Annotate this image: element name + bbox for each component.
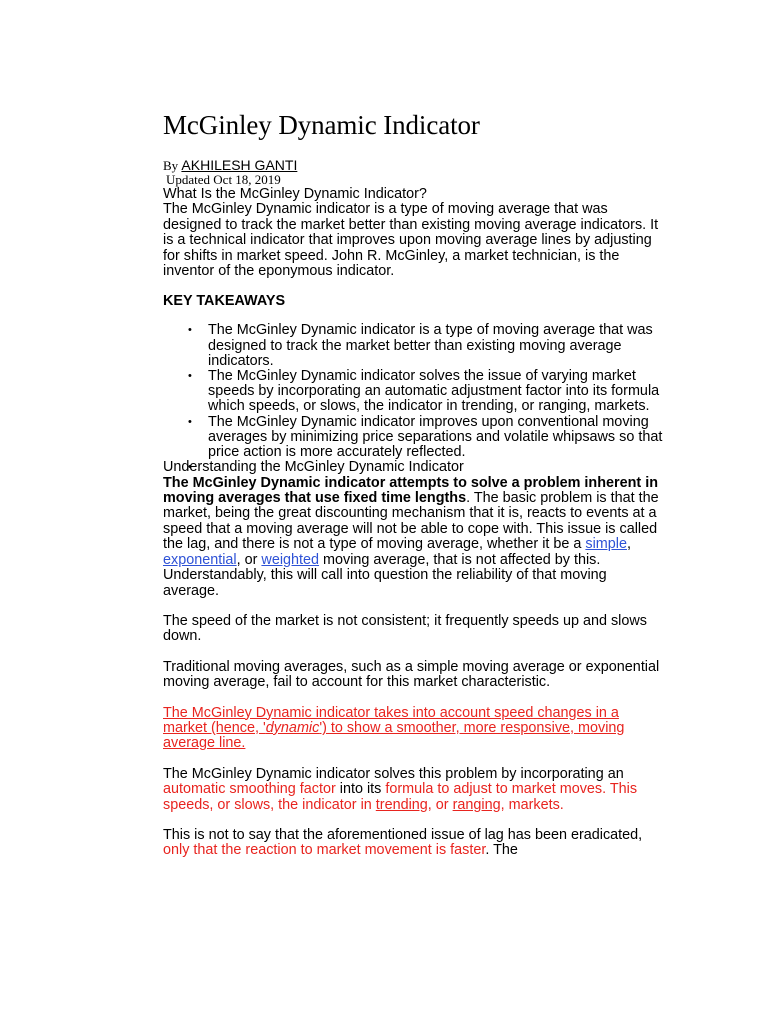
key-takeaways-heading: KEY TAKEAWAYS <box>163 293 286 310</box>
list-item: • The McGinley Dynamic indicator is a type of moving average that was designed to track the market better than existing moving average indicators. <box>208 323 663 369</box>
weighted-link[interactable]: weighted <box>261 551 320 568</box>
section-heading: Understanding the McGinley Dynamic Indicator <box>163 459 464 476</box>
intro-heading: What Is the McGinley Dynamic Indicator? <box>163 186 427 202</box>
author-link[interactable]: AKHILESH GANTI <box>181 157 298 173</box>
traditional-paragraph: Traditional moving averages, such as a simple moving average or exponential moving average, fail to account for this market characteristic. <box>163 658 660 691</box>
understanding-paragraph: The McGinley Dynamic indicator attempts to solve a problem inherent in moving averages that use fixed time lengths. The basic problem is that the market, being the great discounting mechanism that it is, reacts to events at a speed that a moving average will not be able to cope with. This issue is called the lag, and there is not a type of moving average, whether it be a simple, exponential, or weighted moving average, that is not affected by this. Understandably, this will call into question the reliability of that moving average. <box>163 474 659 599</box>
list-item: • The McGinley Dynamic indicator solves the issue of varying market speeds by incorporating an automatic adjustment factor into its formula which speeds, or slows, the indicator in trending, or ranging, markets. <box>208 369 663 415</box>
byline <box>163 158 663 173</box>
takeaways-list <box>163 323 663 460</box>
ranging-link[interactable]: ranging <box>452 796 501 813</box>
updated-date: Updated Oct 18, 2019 <box>166 172 281 187</box>
solves-paragraph: The McGinley Dynamic indicator solves this problem by incorporating an automatic smoothing factor into its formula to adjust to market moves. This speeds, or slows, the indicator in trending, or ranging, markets. <box>163 765 638 813</box>
list-item: • The McGinley Dynamic indicator improves upon conventional moving averages by minimizing price separations and volatile whipsaws so that price action is more accurately reflected. <box>208 415 663 461</box>
highlight-paragraph: The McGinley Dynamic indicator takes into account speed changes in a market (hence, 'dynamic') to show a smoother, more responsive, moving average line. <box>163 704 625 752</box>
bold-lead: The McGinley Dynamic indicator attempts to solve a problem inherent in moving averages that use fixed time lengths <box>163 474 658 507</box>
simple-link[interactable]: simple <box>585 536 627 553</box>
exponential-link[interactable]: exponential <box>163 551 237 568</box>
intro-paragraph: The McGinley Dynamic indicator is a type of moving average that was designed to track the market better than existing moving average indicators. It is a technical indicator that improves upon moving average lines by adjusting for shifts in market speed. John R. McGinley, a market technician, is the inventor of the eponymous indicator. <box>163 201 659 280</box>
page-title: McGinley Dynamic Indicator <box>163 110 480 140</box>
byline-prefix: By <box>163 158 182 173</box>
article <box>163 108 663 859</box>
trending-link[interactable]: trending <box>375 796 428 813</box>
lag-paragraph: This is not to say that the aforementioned issue of lag has been eradicated, only that the reaction to market movement is faster. The <box>163 826 643 859</box>
smoothing-factor-text: automatic smoothing factor <box>163 781 336 798</box>
speed-paragraph: The speed of the market is not consistent; it frequently speeds up and slows down. <box>163 612 647 645</box>
